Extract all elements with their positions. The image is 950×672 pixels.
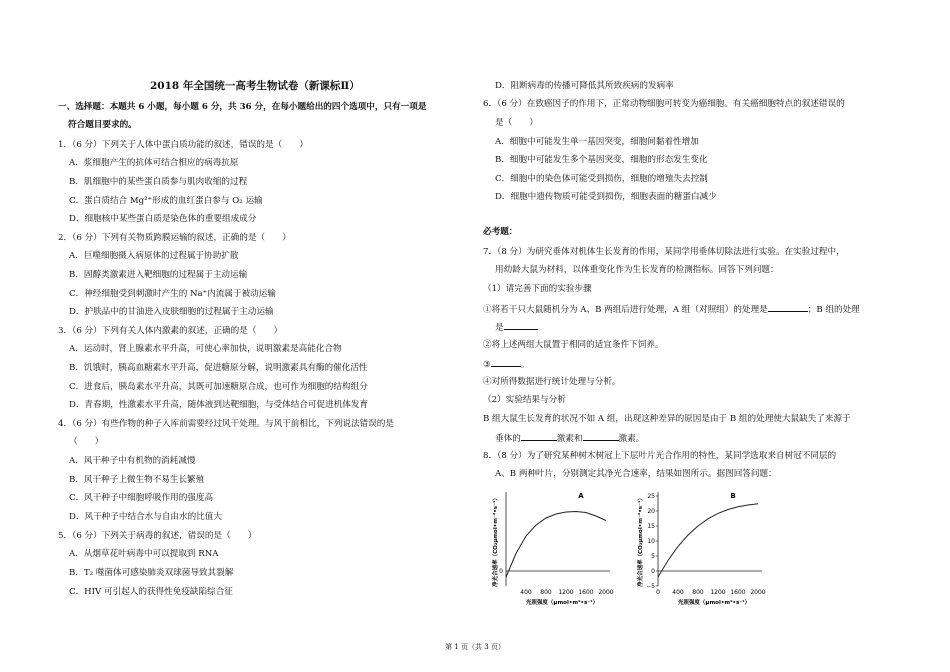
q7-step1 bbox=[483, 303, 860, 316]
q7-step3 bbox=[483, 358, 529, 371]
q7-stem: 7．（8 分）为研究垂体对机体生长发育的作用，某同学用垂体切除法进行实验。在实验过程中， bbox=[483, 247, 845, 257]
series-line-a bbox=[506, 512, 606, 578]
q2-option-c: C．神经细胞受到刺激时产生的 Na⁺内流属于被动运输 bbox=[69, 289, 276, 299]
answer-blank[interactable] bbox=[521, 432, 557, 441]
q3-option-b: B．饥饿时，胰高血糖素水平升高，促进糖原分解，说明激素具有酶的催化活性 bbox=[69, 363, 368, 373]
section1-heading: 一、选择题：本题共 6 小题，每小题 6 分，共 36 分，在每小题给出的四个选项中，只有一项是 bbox=[58, 102, 427, 112]
answer-blank[interactable] bbox=[504, 321, 538, 330]
q6-option-a: A．细胞中可能发生单一基因突变，细胞间黏着性增加 bbox=[495, 137, 699, 147]
series-label: B bbox=[730, 492, 736, 500]
y-tick-label: 5 bbox=[651, 553, 655, 560]
x-tick-label: 1200 bbox=[710, 589, 726, 596]
answer-blank[interactable] bbox=[491, 358, 521, 367]
q7-step3-label: ③ bbox=[483, 360, 491, 370]
q2-option-a: A．巨噬细胞摄入病原体的过程属于协助扩散 bbox=[69, 251, 239, 261]
q4-option-d: D．风干种子中结合水与自由水的比值大 bbox=[69, 512, 222, 522]
q8-stem-cont: A、B 两种叶片，分别测定其净光合速率，结果如图所示。据图回答问题： bbox=[495, 469, 777, 479]
q6-option-b: B．细胞中可能发生多个基因突变，细胞的形态发生变化 bbox=[495, 155, 708, 165]
q7-step1-cont bbox=[495, 321, 538, 334]
x-tick-label: 0 bbox=[656, 589, 660, 596]
q1-option-d: D．细胞核中某些蛋白质是染色体的重要组成成分 bbox=[69, 214, 257, 224]
y-tick-label: 20 bbox=[647, 508, 655, 515]
q5-stem: 5．（6 分）下列关于病毒的叙述，错误的是（ ） bbox=[58, 531, 257, 541]
q4-option-c: C．风干种子中细胞呼吸作用的强度高 bbox=[69, 493, 214, 503]
chart-b bbox=[628, 486, 778, 611]
q7-step1-text-end: 是 bbox=[495, 323, 504, 333]
section1-heading-cont: 符合题目要求的。 bbox=[68, 120, 137, 130]
q1-stem: 1．（6 分）下列关于人体中蛋白质功能的叙述，错误的是（ ） bbox=[58, 140, 308, 150]
q1-option-a: A．浆细胞产生的抗体可结合相应的病毒抗原 bbox=[69, 158, 239, 168]
y-tick-label: 0 bbox=[651, 568, 655, 575]
q5-option-a: A．从烟草花叶病毒中可以提取到 RNA bbox=[69, 549, 219, 559]
y-axis-label: 净光合速率（CO₂μmol•m⁻²•s⁻¹） bbox=[493, 495, 499, 587]
y-tick-label: 25 bbox=[647, 493, 655, 500]
q2-option-b: B．固醇类激素进入靶细胞的过程属于主动运输 bbox=[69, 270, 248, 280]
x-tick-label: 1600 bbox=[578, 589, 594, 596]
q4-option-a: A．风干种子中有机物的消耗减慢 bbox=[69, 456, 196, 466]
q7-step1-text-cont: ；B 组的处理 bbox=[807, 305, 860, 315]
q3-stem: 3．（6 分）下列有关人体内激素的叙述，正确的是（ ） bbox=[58, 326, 283, 336]
q1-option-c: C．蛋白质结合 Mg²⁺形成的血红蛋白参与 O₂ 运输 bbox=[69, 196, 263, 206]
q5-option-b: B．T₂ 噬菌体可感染肺炎双球菌导致其裂解 bbox=[69, 568, 234, 578]
x-tick-label: 800 bbox=[540, 589, 552, 596]
q1-option-b: B．肌细胞中的某些蛋白质参与肌肉收缩的过程 bbox=[69, 177, 248, 187]
series-label: A bbox=[578, 492, 584, 500]
q6-option-d: D．细胞中遗传物质可能受到损伤，细胞表面的糖蛋白减少 bbox=[495, 192, 717, 202]
y-tick-label: −5 bbox=[646, 583, 655, 590]
q6-option-c: C．细胞中的染色体可能受到损伤，细胞的增殖失去控制 bbox=[495, 174, 708, 184]
q7-part1-heading: （1）请完善下面的实验步骤 bbox=[483, 284, 592, 294]
q7-part2-heading: （2）实验结果与分析 bbox=[483, 395, 566, 405]
origin-label: 0 bbox=[499, 568, 503, 575]
series-line-b bbox=[658, 504, 758, 577]
x-tick-label: 1200 bbox=[558, 589, 574, 596]
q7-step1-text: ①将若干只大鼠随机分为 A、B 两组后进行处理，A 组（对照组）的处理是 bbox=[483, 305, 768, 315]
q7-step4: ④对所得数据进行统计处理与分析。 bbox=[483, 377, 621, 387]
q3-option-c: C．进食后，胰岛素水平升高，其既可加速糖原合成，也可作为细胞的结构组分 bbox=[69, 382, 368, 392]
q3-option-d: D．青春期，性激素水平升高，随体液到达靶细胞，与受体结合可促进机体发育 bbox=[69, 400, 369, 410]
q3-option-a: A．运动时，肾上腺素水平升高，可使心率加快，说明激素是高能化合物 bbox=[69, 344, 342, 354]
x-axis-label: 光照强度（μmol•m²•s⁻¹） bbox=[677, 600, 751, 606]
q2-stem: 2．（6 分）下列有关物质跨膜运输的叙述，正确的是（ ） bbox=[58, 233, 291, 243]
q7-result-cont bbox=[495, 432, 644, 445]
q5-option-d: D．阻断病毒的传播可降低其所致疾病的发病率 bbox=[495, 81, 674, 91]
answer-blank[interactable] bbox=[583, 432, 619, 441]
q7-result-text-cont: 激素和 bbox=[556, 434, 583, 444]
x-tick-label: 2000 bbox=[750, 589, 766, 596]
page-footer: 第 1 页（共 3 页） bbox=[445, 643, 505, 651]
page-title: 2018 年全国统一高考生物试卷（新课标Ⅱ） bbox=[150, 80, 360, 92]
q7-step3-end: 。 bbox=[520, 360, 530, 370]
section2-heading: 必考题： bbox=[483, 227, 518, 237]
y-tick-label: 15 bbox=[647, 523, 655, 530]
answer-blank[interactable] bbox=[768, 303, 808, 312]
q2-option-d: D．护肤品中的甘油进入皮肤细胞的过程属于主动运输 bbox=[69, 307, 274, 317]
q7-step2: ②将上述两组大鼠置于相同的适宜条件下饲养。 bbox=[483, 340, 664, 350]
q4-stem-cont: （ ） bbox=[69, 437, 104, 447]
q6-stem-cont: 是（ ） bbox=[495, 118, 538, 128]
q5-option-c: C．HIV 可引起人的获得性免疫缺陷综合征 bbox=[69, 587, 233, 597]
x-tick-label: 400 bbox=[672, 589, 684, 596]
q7-result-text: 垂体的 bbox=[495, 434, 521, 444]
q8-stem: 8．（8 分）为了研究某种树木树冠上下层叶片光合作用的特性，某同学选取来自树冠不同层的 bbox=[483, 451, 837, 461]
x-tick-label: 1600 bbox=[730, 589, 746, 596]
chart-a bbox=[484, 486, 624, 611]
x-tick-label: 800 bbox=[692, 589, 704, 596]
x-tick-label: 400 bbox=[520, 589, 532, 596]
q6-stem: 6．（6 分）在致癌因子的作用下，正常动物细胞可转变为癌细胞。有关癌细胞特点的叙述错误的 bbox=[483, 99, 845, 109]
q4-option-b: B．风干种子上微生物不易生长繁殖 bbox=[69, 475, 205, 485]
q4-stem: 4．（6 分）有些作物的种子入库前需要经过风干处理。与风干前相比，下列说法错误的是 bbox=[58, 419, 394, 429]
q7-result-text-end: 激素。 bbox=[618, 434, 645, 444]
x-tick-label: 2000 bbox=[598, 589, 614, 596]
y-axis-label: 净光合速率（CO₂μmol•m⁻²•s⁻¹） bbox=[638, 495, 644, 587]
q7-result: B 组大鼠生长发育的状况不如 A 组，出现这种差异的原因是由于 B 组的处理使大鼠缺失了来源于 bbox=[483, 414, 851, 424]
x-axis-label: 光照强度（μmol•m²•s⁻¹） bbox=[525, 600, 599, 606]
y-tick-label: 10 bbox=[647, 538, 655, 545]
q7-stem-cont: 用幼龄大鼠为材料，以体重变化作为生长发育的检测指标。回答下列问题： bbox=[495, 265, 779, 275]
